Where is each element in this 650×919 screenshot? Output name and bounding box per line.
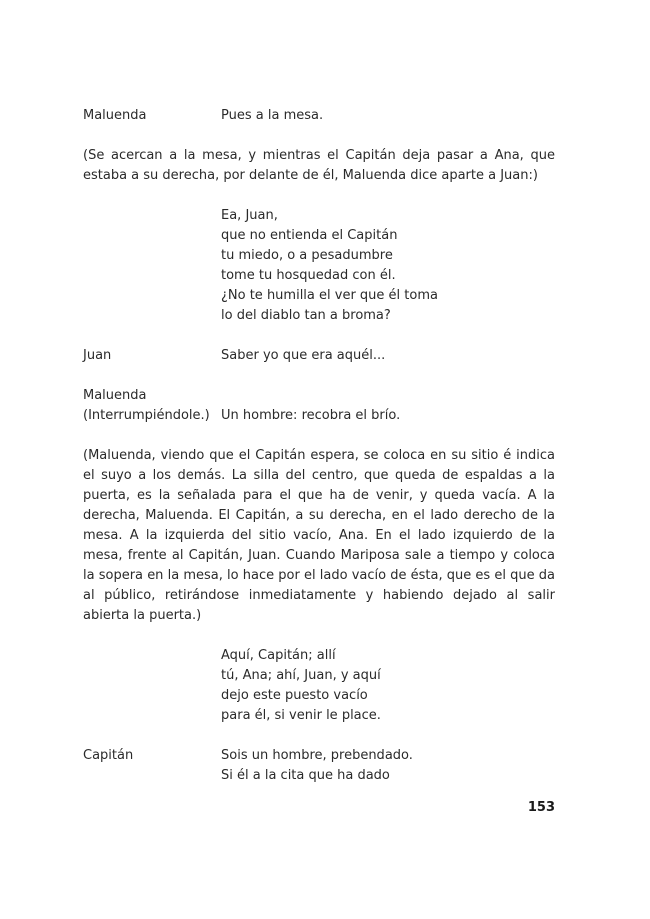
verse-line: que no entienda el Capitán — [221, 228, 398, 243]
dialogue-maluenda-3 — [83, 646, 555, 726]
verse — [221, 386, 555, 426]
verse-line: para él, si venir le place. — [221, 708, 381, 723]
verse-line: Un hombre: recobra el brío. — [221, 408, 401, 423]
verse-line: tu miedo, o a pesadumbre — [221, 248, 393, 263]
speaker-name: Maluenda — [83, 108, 147, 123]
page-number: 153 — [527, 800, 555, 815]
dialogue-maluenda-continued — [83, 206, 555, 326]
dialogue-juan — [83, 346, 555, 366]
verse-line: dejo este puesto vacío — [221, 688, 368, 703]
play-text — [83, 106, 555, 786]
verse — [221, 346, 555, 366]
speaker-name: Juan — [83, 348, 112, 363]
speaker-name: Capitán — [83, 748, 134, 763]
dialogue-capitan — [83, 746, 555, 786]
verse-line: Pues a la mesa. — [221, 108, 324, 123]
stage-direction: (Maluenda, viendo que el Capitán espera, se coloca en su sitio é indica el suyo a los demás. La silla del centro, que queda de espaldas a la puerta, es la señalada para el que ha de venir, y queda vacía. A la derecha, Maluenda. El Capitán, a su derecha, en el lado derecho de la mesa. A la izquierda del sitio vacío, Ana. En el lado izquierdo de la mesa, frente al Capitán, Juan. Cuando Mariposa sale a tiempo y coloca la sopera en la mesa, lo hace por el lado vacío de ésta, que es el que da al público, retirándose inmediatamente y habiendo dejado al salir abierta la puerta.) — [83, 448, 555, 623]
verse-line: Aquí, Capitán; allí — [221, 648, 336, 663]
verse-line: Saber yo que era aquél... — [221, 348, 386, 363]
verse — [221, 106, 555, 126]
stage-direction: (Se acercan a la mesa, y mientras el Capitán deja pasar a Ana, que estaba a su derecha, por delante de él, Maluenda dice aparte a Juan:) — [83, 148, 555, 183]
verse-line: Si él a la cita que ha dado — [221, 768, 390, 783]
verse-line: tú, Ana; ahí, Juan, y aquí — [221, 668, 381, 683]
dialogue-maluenda-1 — [83, 106, 555, 126]
verse — [221, 206, 555, 326]
verse — [221, 746, 555, 786]
speaker-name: Maluenda — [83, 388, 147, 403]
verse-line: Ea, Juan, — [221, 208, 278, 223]
verse-line: Sois un hombre, prebendado. — [221, 748, 413, 763]
verse-line: tome tu hosquedad con él. — [221, 268, 396, 283]
dialogue-maluenda-2 — [83, 386, 555, 426]
verse-line: lo del diablo tan a broma? — [221, 308, 391, 323]
speaker-direction: (Interrumpiéndole.) — [83, 408, 210, 423]
verse-line: ¿No te humilla el ver que él toma — [221, 288, 438, 303]
verse — [221, 646, 555, 726]
